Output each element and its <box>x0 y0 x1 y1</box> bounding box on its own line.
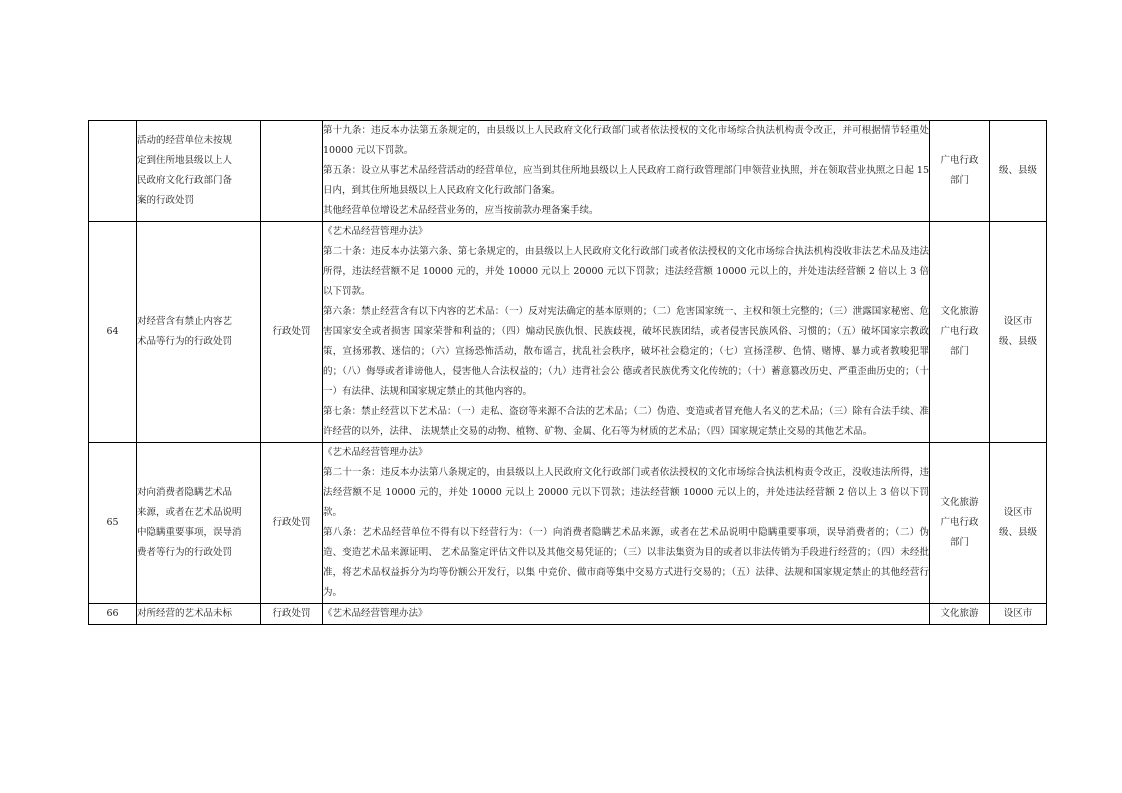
item-name-cell <box>137 443 261 604</box>
table-row <box>89 121 1047 222</box>
basis-paragraph: 第二十条：违反本办法第六条、第七条规定的，由县级以上人民政府文化行政部门或者依法授权的文化市场综合执法机构没收非法艺术品及违法所得，违法经营额不足 10000 元的，并处 10000 元以上 20000 元以下罚款；违法经营额 10000 元以上的，并处违法经营额 2 倍以上 3 倍以下罚款。 <box>323 246 929 297</box>
department-line: 部门 <box>949 346 969 357</box>
item-name-line: 费者等行为的行政处罚 <box>137 547 233 558</box>
row-number: 64 <box>89 222 137 443</box>
table-row <box>89 222 1047 443</box>
department-line: 文化旅游 <box>940 608 979 619</box>
basis-paragraph: 《艺术品经营管理办法》 <box>323 226 428 237</box>
department-cell <box>930 443 990 604</box>
basis-paragraph: 第十九条：违反本办法第五条规定的，由县级以上人民政府文化行政部门或者依法授权的文化市场综合执法机构责令改正，并可根据情节轻重处 10000 元以下罚款。 <box>323 125 929 156</box>
level-cell <box>990 121 1047 222</box>
regulation-table <box>88 120 1047 625</box>
item-name-cell <box>137 121 261 222</box>
department-line: 文化旅游 <box>940 306 979 317</box>
department-cell <box>930 121 990 222</box>
item-name-line: 民政府文化行政部门备 <box>137 175 233 186</box>
basis-paragraph: 第五条：设立从事艺术品经营活动的经营单位，应当到其住所地县级以上人民政府工商行政管理部门申领营业执照，并在领取营业执照之日起 15 日内，到其住所地县级以上人民政府文化行政部门备案。 <box>323 165 929 196</box>
department-line: 广电行政 <box>940 326 979 337</box>
item-name-line: 对经营含有禁止内容艺 <box>137 316 233 327</box>
legal-basis-cell <box>323 121 930 222</box>
row-number: 66 <box>89 604 137 625</box>
basis-paragraph: 第六条：禁止经营含有以下内容的艺术品：（一）反对宪法确定的基本原则的；（二）危害国家统一、主权和领土完整的；（三）泄露国家秘密、危害国家安全或者损害 国家荣誉和利益的；（四）煽动民族仇恨、民族歧视，破坏民族团结，或者侵害民族风俗、习惯的；（五）破坏国家宗教政策，宣扬邪教、迷信的；（六）宣扬恐怖活动，散布谣言，扰乱社会秩序，破坏社会稳定的；（七）宣扬淫秽、色情、赌博、暴力或者教唆犯罪的；（八）侮辱或者诽谤他人，侵害他人合法权益的；（九）违背社会公 德或者民族优秀文化传统的；（十）蓄意篡改历史、严重歪曲历史的；（十一）有法律、法规和国家规定禁止的其他内容的。 <box>323 306 929 397</box>
level-cell <box>990 443 1047 604</box>
table-row <box>89 604 1047 625</box>
basis-paragraph: 第二十一条：违反本办法第八条规定的，由县级以上人民政府文化行政部门或者依法授权的文化市场综合执法机构责令改正，没收违法所得，违法经营额不足 10000 元的，并处 10000 元以上 20000 元以下罚款；违法经营额 10000 元以上的，并处违法经营额 2 倍以上 3 倍以下罚款。 <box>323 467 929 518</box>
legal-basis-cell <box>323 604 930 625</box>
item-name-line: 定到住所地县级以上人 <box>137 155 233 166</box>
department-line: 广电行政 <box>940 517 979 528</box>
legal-basis-cell <box>323 222 930 443</box>
level-line: 设区市 <box>1003 608 1033 619</box>
level-line: 设区市 <box>1003 507 1033 518</box>
row-number: 65 <box>89 443 137 604</box>
penalty-type: 行政处罚 <box>261 443 323 604</box>
basis-paragraph: 《艺术品经营管理办法》 <box>323 447 428 458</box>
item-name-line: 来源，或者在艺术品说明 <box>137 507 242 518</box>
item-name-line: 案的行政处罚 <box>137 195 195 206</box>
level-line: 级、县级 <box>998 527 1037 538</box>
table-row <box>89 443 1047 604</box>
penalty-type: 行政处罚 <box>261 222 323 443</box>
item-name-line: 对所经营的艺术品未标 <box>137 608 233 619</box>
item-name-cell <box>137 222 261 443</box>
basis-paragraph: 第八条：艺术品经营单位不得有以下经营行为：（一）向消费者隐瞒艺术品来源，或者在艺术品说明中隐瞒重要事项，误导消费者的；（二）伪造、变造艺术品来源证明、 艺术品鉴定评估文件以及其他交易凭证的；（三）以非法集资为目的或者以非法传销为手段进行经营的；（四）未经批准，将艺术品权益拆分为均等份额公开发行，以集 中竞价、做市商等集中交易方式进行交易的；（五）法律、法规和国家规定禁止的其他经营行为。 <box>323 527 929 598</box>
level-line: 级、县级 <box>998 336 1037 347</box>
item-name-line: 对向消费者隐瞒艺术品 <box>137 487 233 498</box>
basis-paragraph: 其他经营单位增设艺术品经营业务的，应当按前款办理备案手续。 <box>323 205 599 216</box>
basis-paragraph: 第七条：禁止经营以下艺术品：（一）走私、盗窃等来源不合法的艺术品；（二）伪造、变造或者冒充他人名义的艺术品；（三）除有合法手续、准许经营的以外，法律、 法规禁止交易的动物、植物、矿物、金属、化石等为材质的艺术品；（四）国家规定禁止交易的其他艺术品。 <box>323 406 929 437</box>
department-cell <box>930 604 990 625</box>
item-name-cell <box>137 604 261 625</box>
item-name-line: 术品等行为的行政处罚 <box>137 336 233 347</box>
item-name-line: 活动的经营单位未按规 <box>137 135 233 146</box>
legal-basis-cell <box>323 443 930 604</box>
penalty-type: 行政处罚 <box>261 604 323 625</box>
row-number <box>89 121 137 222</box>
level-cell <box>990 222 1047 443</box>
department-line: 广电行政 <box>940 155 979 166</box>
department-line: 部门 <box>949 175 969 186</box>
basis-paragraph: 《艺术品经营管理办法》 <box>323 608 428 619</box>
level-line: 级、县级 <box>998 165 1037 176</box>
department-cell <box>930 222 990 443</box>
item-name-line: 中隐瞒重要事项，误导消 <box>137 527 242 538</box>
department-line: 部门 <box>949 537 969 548</box>
department-line: 文化旅游 <box>940 497 979 508</box>
level-cell <box>990 604 1047 625</box>
level-line: 设区市 <box>1003 316 1033 327</box>
penalty-type <box>261 121 323 222</box>
